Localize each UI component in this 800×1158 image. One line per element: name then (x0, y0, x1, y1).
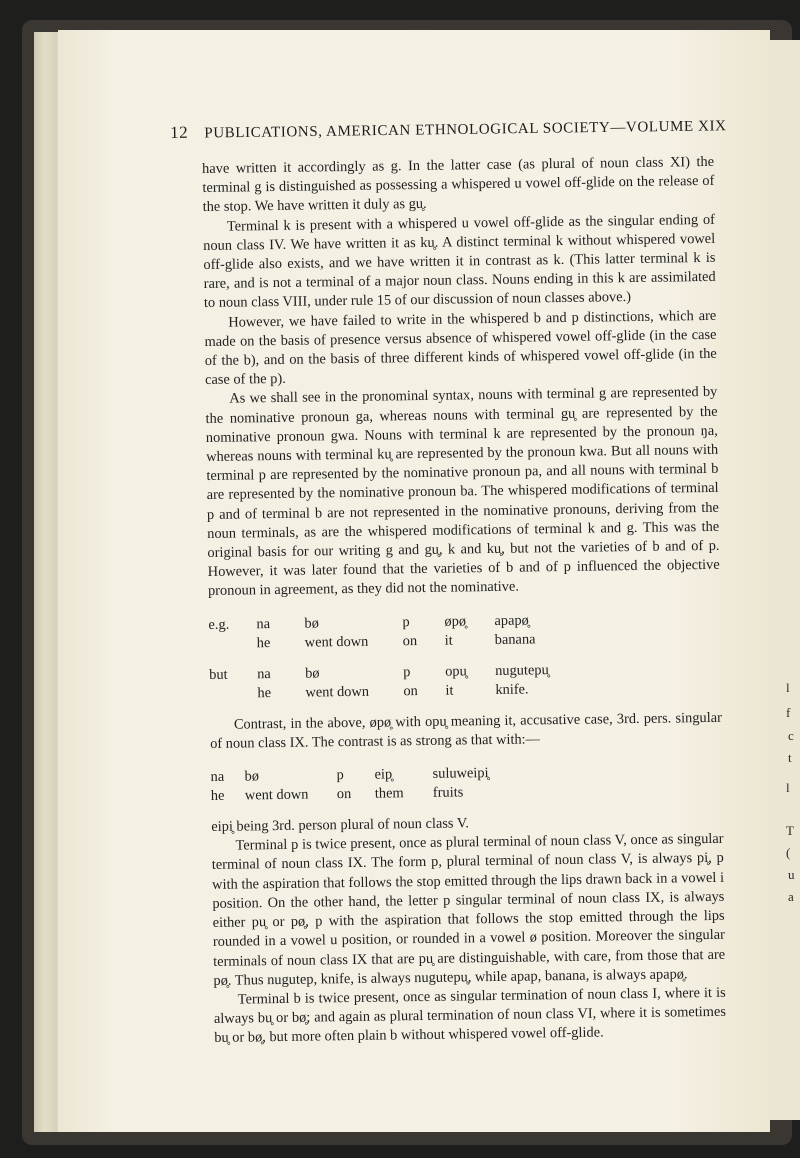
gloss-translation: them (374, 785, 404, 802)
body-text (202, 153, 726, 1049)
paragraph: Terminal k is present with a whispered u vowel off-glide as the singular ending of noun class IV. We have written it as ku̥. A distinct terminal k without whispered vowel off-glide also exists, and we have written it in contrast as k. (This latter terminal k is rare, and is not a terminal of a major noun class. Nouns ending in this k are assimilated to noun class VIII, under rule 15 of our discussion of noun classes above.) (203, 211, 716, 312)
gloss-word: apapø̥ (494, 612, 529, 629)
example-lead: but (209, 666, 228, 683)
gloss-translation: on (336, 786, 352, 803)
page-number: 12 (170, 122, 189, 142)
paragraph: Terminal p is twice present, once as plural terminal of noun class V, once as singular terminal of noun class IX. The form p, plural terminal of noun class V, is always pi̥, p with the aspiration that follows the stop emitted through the lips drawn back in a vowel i position. On the other hand, the letter p singular terminal of noun class IX, is always either pu̥ or pø̥, p with the aspiration that follows the stop emitted through the lips rounded in a vowel u position, or rounded in a vowel ø position. Moreover the singular terminals of noun class IX that are pu̥ are distinguishable, with care, from those that are pø̥. Thus nugutep, knife, is always nugutepu̥, while apap, banana, is always apapø̥. (211, 831, 726, 989)
facing-page-glyph: l (786, 680, 790, 695)
gloss-translation: went down (244, 786, 309, 804)
gloss-translation: he (257, 684, 272, 701)
gloss-word: suluweipi̥ (432, 765, 489, 782)
facing-page-glyph: ( (786, 845, 791, 860)
paragraph: As we shall see in the pronominal syntax, nouns with terminal g are represented by the nominative pronoun ga, whereas nouns with terminal gu̥ are represented by the nominative pronoun gwa. Nouns with terminal k are represented by the pronoun ŋa, whereas nouns with terminal ku̥ are represented by the pronoun kwa. But all nouns with terminal p are represented by the nominative pronoun pa, and all nouns with terminal b are represented by the nominative pronoun ba. The whispered modifications of terminal p and of terminal b are not represented in the nominative pronouns, deriving from the noun terminals, as are the whispered modifications of terminal k and g. This was the original basis for our writing g and gu̥, k and ku̥, but not the varieties of b and of p. However, it was later found that the varieties of b and of p influenced the objective pronoun in agreement, as they did not the nominative. (205, 384, 720, 600)
paragraph: Terminal b is twice present, once as singular termination of noun class I, where it is always bu̥ or bø̥; and again as plural termination of noun class VI, where it is sometimes bu̥ or bø̥, but more often plain b without whispered vowel off-glide. (213, 984, 727, 1047)
gloss-word: øpø̥ (444, 613, 467, 630)
paragraph: However, we have failed to write in the whispered b and p distinctions, which are made on the basis of presence versus absence of whispered vowel off-glide (in the case of the b), and on the basis of three different kinds of whispered vowel off-glide (in the case of the p). (204, 307, 717, 389)
gloss-translation: on (402, 632, 418, 649)
gloss-translation: went down (304, 633, 369, 651)
facing-page-glyph: u (788, 867, 795, 882)
facing-page-glyph: l (786, 780, 790, 795)
gloss-word: nugutepu̥ (495, 661, 549, 679)
example-lead: e.g. (208, 616, 230, 633)
gloss-translation: he (256, 634, 271, 651)
gloss-translation: banana (494, 631, 536, 648)
paragraph: have written it accordingly as g. In the latter case (as plural of noun class XI) the terminal g is distinguished as possessing a whispered u vowel off-glide on the release of the stop. We have written it duly as gu̥. (202, 153, 715, 216)
gloss-word: bø (304, 615, 319, 632)
gloss-word: p (336, 767, 344, 784)
running-head-title: PUBLICATIONS, AMERICAN ETHNOLOGICAL SOCIETY—VOLUME XIX (204, 118, 727, 142)
example-gloss-eg (208, 608, 721, 703)
gloss-translation: it (445, 682, 454, 699)
gloss-translation: it (444, 632, 453, 649)
facing-page-glyph: T (786, 823, 794, 838)
gloss-translation: he (210, 787, 225, 805)
gloss-translation: fruits (432, 784, 464, 801)
facing-page-glyph: a (788, 889, 794, 904)
gloss-translation: went down (305, 683, 370, 701)
gloss-word: na (256, 615, 271, 632)
gloss-word: eip̥ (374, 766, 393, 783)
gloss-word: opu̥ (445, 663, 467, 680)
facing-page-glyph: c (788, 728, 794, 743)
gloss-word: p (402, 613, 410, 630)
facing-page-glyph: t (788, 750, 792, 765)
gloss-word: bø (305, 665, 320, 682)
gloss-word: na (257, 665, 271, 682)
paragraph: eipi̥ being 3rd. person plural of noun class V. (211, 815, 470, 836)
gloss-translation: on (403, 682, 418, 699)
paragraph: Contrast, in the above, øpø̥ with opu̥ meaning it, accusative case, 3rd. pers. singular of noun class IX. The contrast is as strong as that with:— (210, 709, 722, 752)
gloss-word: p (403, 663, 411, 680)
gloss-word: na (210, 768, 225, 786)
facing-page (770, 40, 800, 1120)
gloss-word: bø (244, 768, 260, 785)
gloss-translation: knife. (495, 681, 529, 698)
facing-page-glyph: f (786, 705, 791, 720)
example-gloss-with (210, 761, 722, 806)
